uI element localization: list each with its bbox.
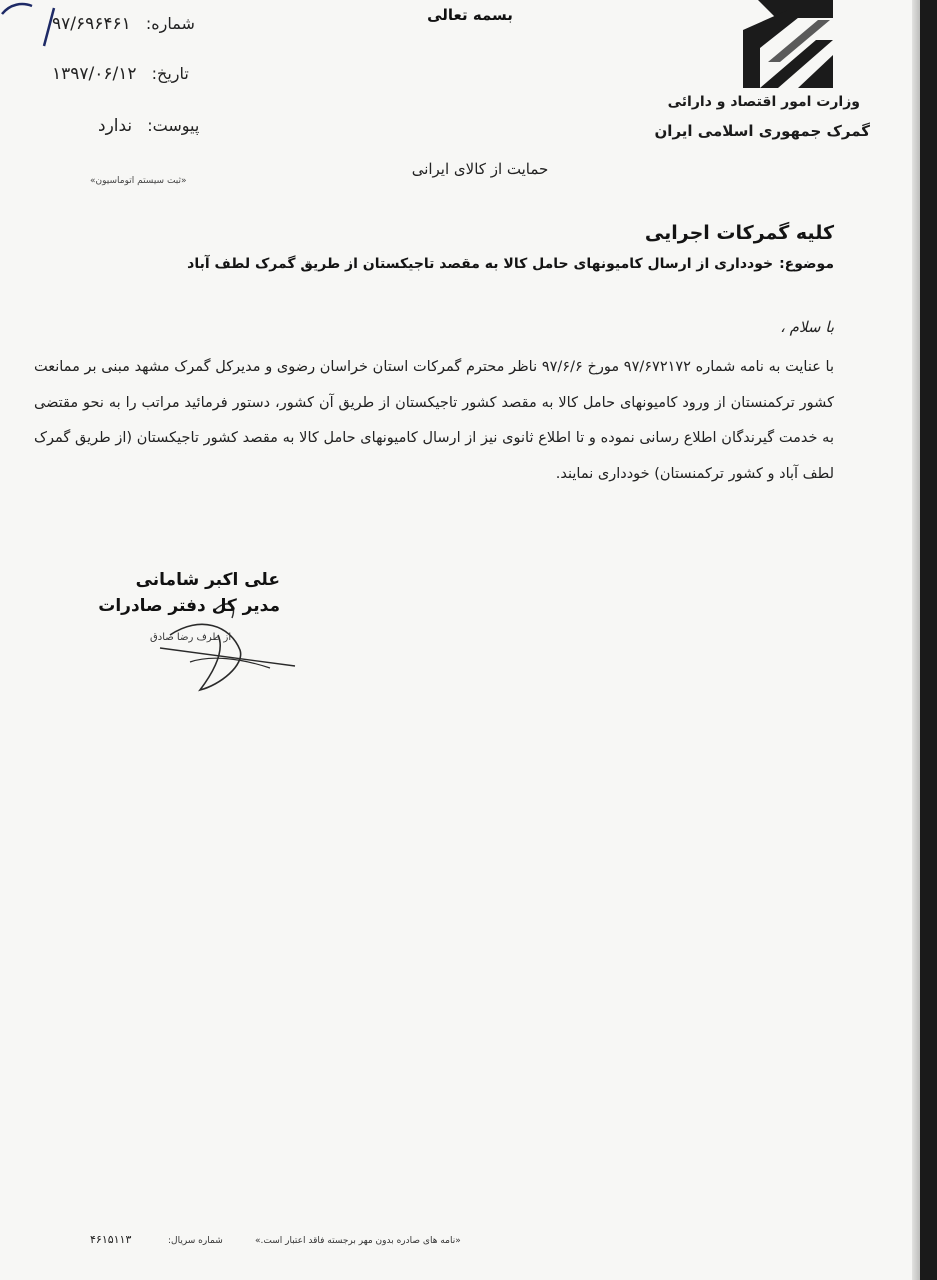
- signature-block: [98, 570, 320, 710]
- serial-label: شماره سریال:: [168, 1236, 223, 1246]
- signatory-name: علی اکبر شامانی: [135, 570, 280, 590]
- letter-date: [52, 64, 189, 84]
- subject-line: [187, 256, 834, 272]
- subject-text: خودداری از ارسال کامیونهای حامل کالا به مقصد تاجیکستان از طریق گمرک لطف آباد: [187, 256, 774, 272]
- attachment-label: پیوست:: [147, 116, 200, 135]
- salutation: با سلام ،: [780, 318, 834, 336]
- slogan: حمایت از کالای ایرانی: [411, 160, 549, 178]
- ministry-name: وزارت امور اقتصاد و دارائی: [667, 94, 860, 110]
- number-value: ۹۷/۶۹۶۴۶۱: [52, 14, 131, 34]
- on-behalf-of: از طرف رضا صادق: [150, 632, 232, 643]
- footer-validity-note: «نامه های صادره بدون مهر برجسته فاقد اعتبار است.»: [255, 1236, 461, 1246]
- addressee: کلیه گمرکات اجرایی: [644, 222, 834, 244]
- customs-name: گمرک جمهوری اسلامی ایران: [654, 122, 870, 140]
- number-label: شماره:: [145, 14, 195, 33]
- letter-attachment: [98, 116, 199, 136]
- bismillah: بسمه تعالی: [427, 6, 513, 24]
- signatory-title: مدیر کل دفتر صادرات: [98, 596, 280, 616]
- subject-label: موضوع:: [779, 256, 834, 272]
- attachment-value: ندارد: [98, 116, 133, 136]
- date-value: ۱۳۹۷/۰۶/۱۲: [52, 64, 137, 84]
- letter-number: [52, 14, 195, 34]
- page-edge-shadow: [912, 0, 920, 1280]
- date-label: تاریخ:: [151, 64, 189, 83]
- letter-body: با عنایت به نامه شماره ۹۷/۶۷۲۱۷۲ مورخ ۹۷/۶/۶ ناظر محترم گمرکات استان خراسان رضوی و مدیرکل گمرک مشهد مبنی بر ممانعت کشور ترکمنستان از ورود کامیونهای حامل کالا به مقصد کشور تاجیکستان از طریق آن کشور، دستور فرمائید مراتب را به نحو مقتضی به خدمت گیرندگان اطلاع رسانی نموده و تا اطلاع ثانوی نیز از ارسال کامیونهای حامل کالا به مقصد کشور تاجیکستان (از طریق گمرک لطف آباد و کشور ترکمنستان) خودداری نمایند.: [34, 359, 834, 482]
- customs-logo: [738, 0, 838, 90]
- serial-value: ۴۶۱۵۱۱۳: [90, 1233, 132, 1246]
- automation-registration: «ثبت سیستم اتوماسیون»: [90, 176, 187, 186]
